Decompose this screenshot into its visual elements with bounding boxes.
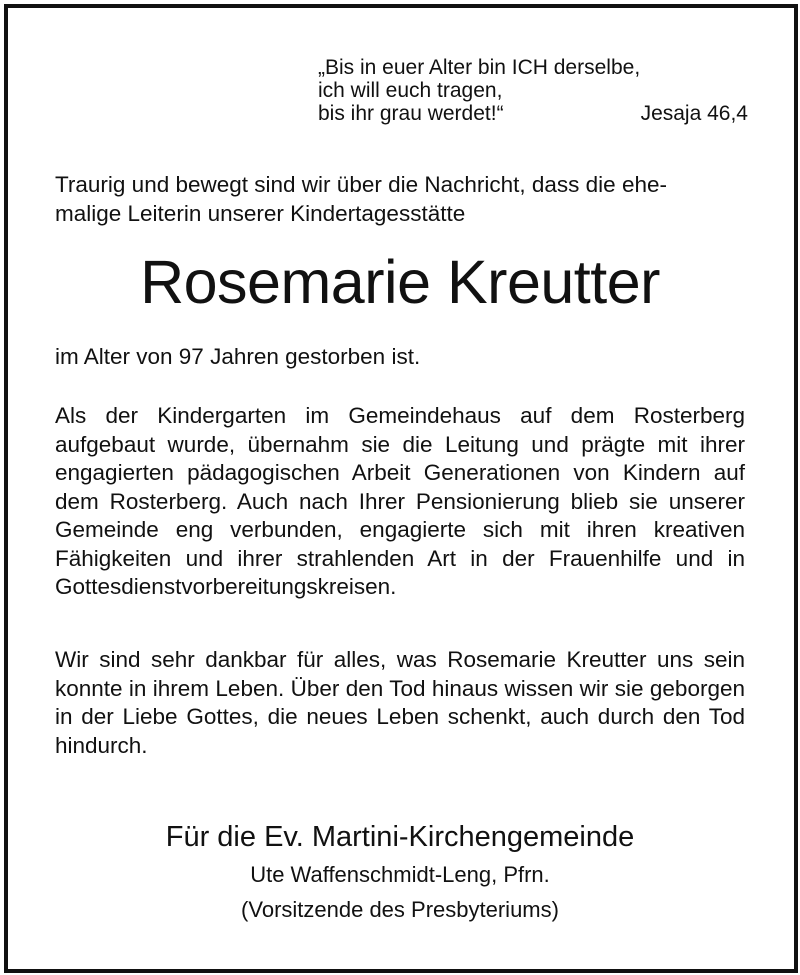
quote-line-1: „Bis in euer Alter bin ICH derselbe, xyxy=(318,56,641,79)
intro-line-2: malige Leiterin unserer Kindertagesstätte xyxy=(55,200,466,226)
tribute-paragraph-2: Wir sind sehr dankbar für alles, was Rosemarie Kreutter uns sein konnte in ihrem Leben. Über den Tod hinaus wissen wir sie geborgen in der Liebe Gottes, die neues Leben schenkt, auch durch den Tod hindurch. xyxy=(55,647,745,758)
age-line: im Alter von 97 Jahren gestorben ist. xyxy=(55,344,421,369)
bible-quote xyxy=(318,56,748,125)
tribute-paragraph-1: Als der Kindergarten im Gemeindehaus auf dem Rosterberg aufgebaut wurde, übernahm sie die Leitung und prägte mit ihrer engagierten pädagogischen Arbeit Generationen von Kindern auf dem Rosterberg. Auch nach Ihrer Pensionierung blieb sie unserer Gemeinde eng verbunden, engagierte sich mit ihren kreativen Fähigkeiten und ihrer strahlenden Art in der Frauenhilfe und in Gottesdienstvorbereitungskreisen. xyxy=(55,403,745,599)
quote-reference: Jesaja 46,4 xyxy=(640,102,748,125)
signature-name: Ute Waffenschmidt-Leng, Pfrn. xyxy=(250,862,550,887)
deceased-name: Rosemarie Kreutter xyxy=(140,248,660,316)
signature-organization: Für die Ev. Martini-Kirchengemeinde xyxy=(165,821,635,853)
quote-line-3: bis ihr grau werdet!“ xyxy=(318,102,504,125)
intro-text xyxy=(55,171,745,228)
signature-role: (Vorsitzende des Presbyteriums) xyxy=(241,897,559,922)
intro-line-1: Traurig und bewegt sind wir über die Nachricht, dass die ehe- xyxy=(55,172,667,197)
quote-line-2: ich will euch tragen, xyxy=(318,79,503,102)
